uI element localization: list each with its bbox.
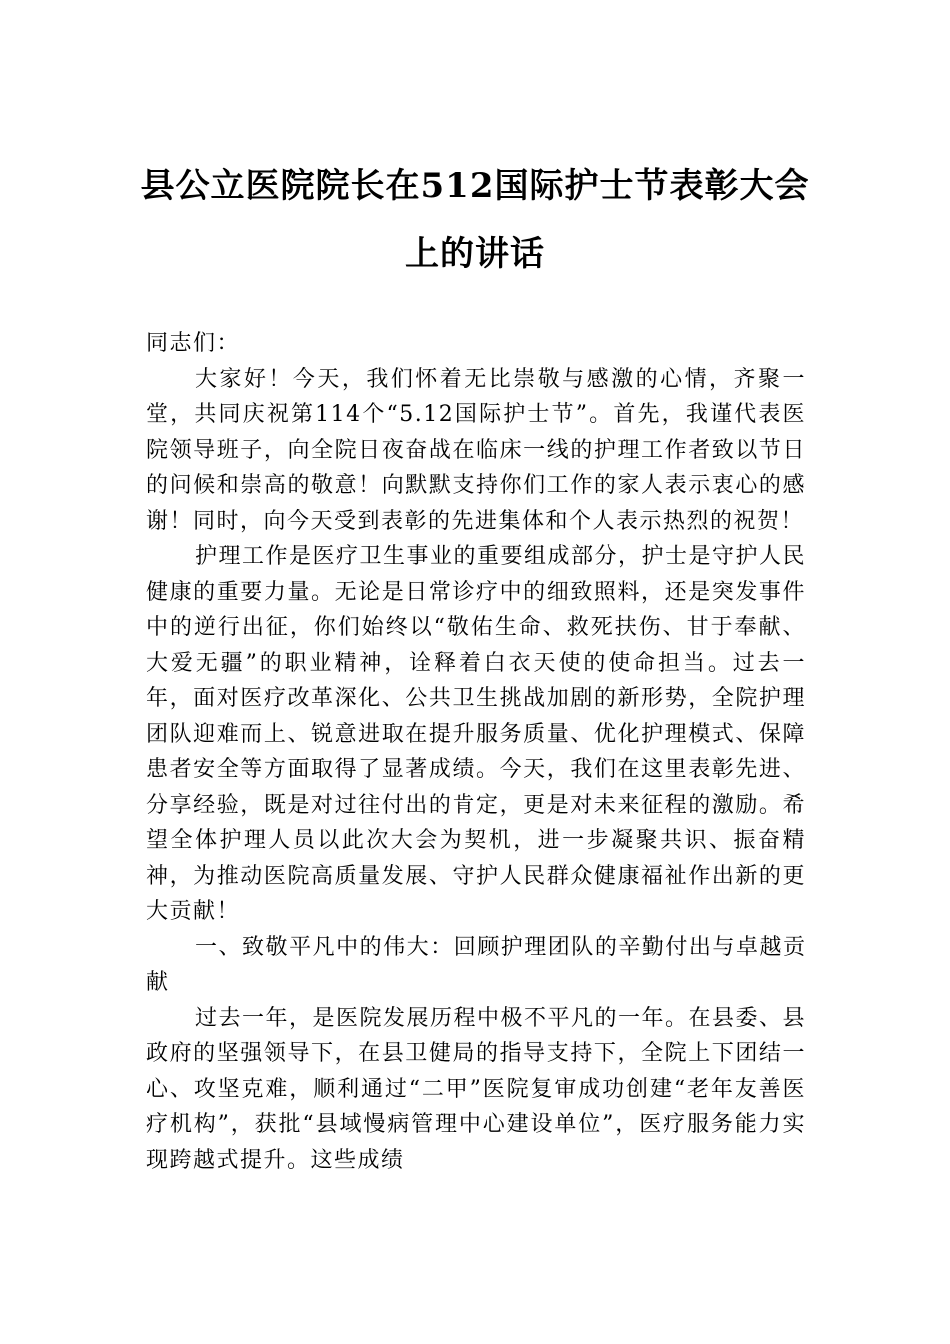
- paragraph: 护理工作是医疗卫生事业的重要组成部分，护士是守护人民健康的重要力量。无论是日常诊疗中的细致照料，还是突发事件中的逆行出征，你们始终以“敬佑生命、救死扶伤、甘于奉献、大爱无疆”的职业精神，诠释着白衣天使的使命担当。过去一年，面对医疗改革深化、公共卫生挑战加剧的新形势，全院护理团队迎难而上、锐意进取在提升服务质量、优化护理模式、保障患者安全等方面取得了显著成绩。今天，我们在这里表彰先进、分享经验，既是对过往付出的肯定，更是对未来征程的激励。希望全体护理人员以此次大会为契机，进一步凝聚共识、振奋精神，为推动医院高质量发展、守护人民群众健康福祉作出新的更大贡献！: [146, 544, 807, 924]
- document-body: [146, 326, 806, 1178]
- salutation: 同志们：: [146, 331, 241, 356]
- paragraph: 过去一年，是医院发展历程中极不平凡的一年。在县委、县政府的坚强领导下，在县卫健局的指导支持下，全院上下团结一心、攻坚克难，顺利通过“二甲”医院复审成功创建“老年友善医疗机构”，获批“县域慢病管理中心建设单位”，医疗服务能力实现跨越式提升。这些成绩: [146, 1005, 807, 1173]
- paragraph: 大家好！今天，我们怀着无比崇敬与感激的心情，齐聚一堂，共同庆祝第114个“5.12国际护士节”。首先，我谨代表医院领导班子，向全院日夜奋战在临床一线的护理工作者致以节日的问候和崇高的敬意！向默默支持你们工作的家人表示衷心的感谢！同时，向今天受到表彰的先进集体和个人表示热烈的祝贺！: [146, 366, 806, 534]
- document-title: 县公立医院院长在512国际护士节表彰大会上的讲话: [140, 166, 810, 274]
- section-heading: 一、致敬平凡中的伟大：回顾护理团队的辛勤付出与卓越贡献: [146, 934, 806, 995]
